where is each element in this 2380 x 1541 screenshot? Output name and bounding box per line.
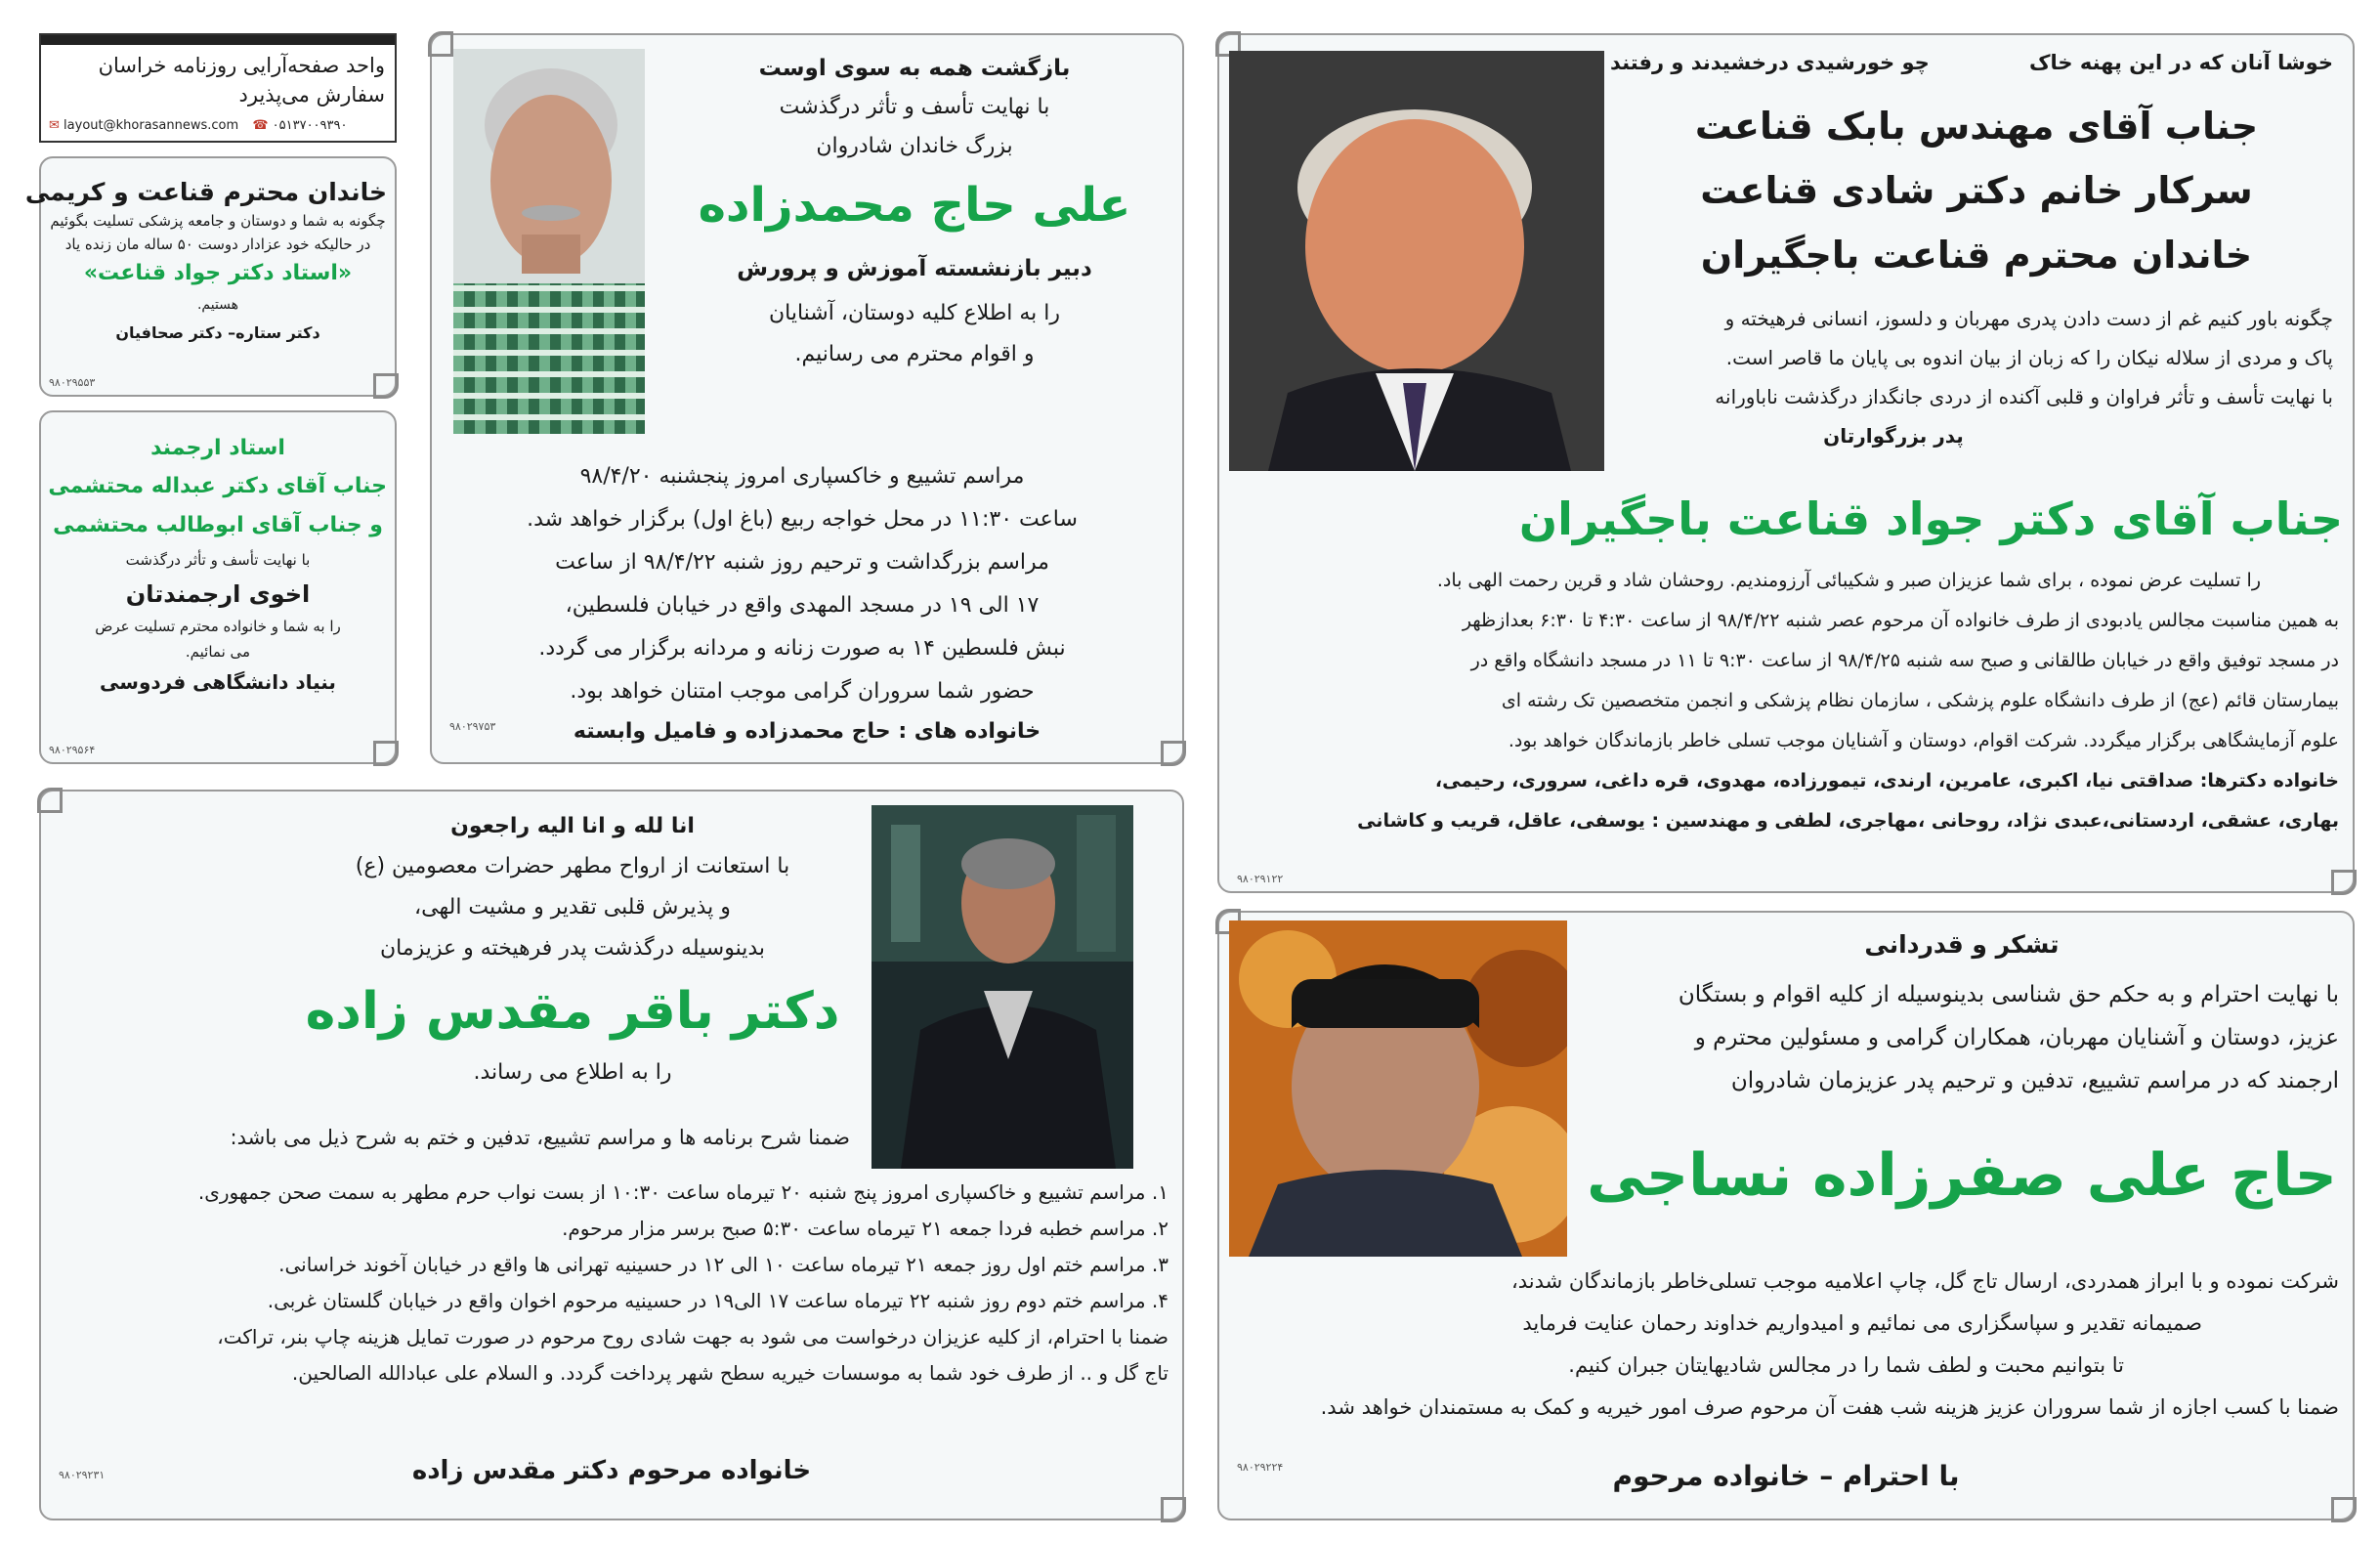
karimi-code: ۹۸۰۲۹۵۵۳	[49, 376, 96, 389]
nassaji-line2: عزیز، دوستان و آشنایان مهربان، همکاران گرامی و مسئولین محترم و	[1694, 1025, 2339, 1050]
nassaji-para3: تا بتوانیم محبت و لطف شما را در مجالس شادیهایتان جبران کنیم.	[1568, 1353, 2124, 1377]
ghanaat-text7: بهاری، عشقی، اردستانی،عبدی نژاد، روحانی ،مهاجری، لطفی و مهندسین : یوسفی، عاقل، قریب و کاشانی	[1357, 810, 2339, 832]
ghanaat-code: ۹۸۰۲۹۱۲۲	[1237, 873, 1284, 885]
mohtashami-sign: بنیاد دانشگاهی فردوسی	[100, 670, 336, 694]
moghaddas-code: ۹۸۰۲۹۲۳۱	[59, 1469, 106, 1481]
ad-unit-phone[interactable]: ۰۵۱۳۷۰۰۹۳۹۰	[272, 118, 348, 133]
ad-unit-line2: سفارش می‌پذیرد	[238, 83, 385, 107]
moghaddas-name: دکتر باقر مقدس زاده	[305, 982, 840, 1041]
mohammadzadeh-line4: و اقوام محترم می رسانیم.	[794, 342, 1035, 366]
karimi-sign: دکتر ستاره– دکتر صحافیان	[115, 323, 320, 342]
moghaddas-line2: و پذیرش قلبی تقدیر و مشیت الهی،	[414, 895, 731, 920]
moghaddas-line3: بدینوسیله درگذشت پدر فرهیخته و عزیزمان	[379, 936, 765, 961]
ghanaat-text6: خانواده دکترها: صداقتی نیا، اکبری، عامرین، ارندی، تیمورزاده، مهدوی، قره داغی، سروری، رحیمی،	[1434, 770, 2339, 792]
ghanaat-para1: چگونه باور کنیم غم از دست دادن پدری مهربان و دلسوز، انسانی فرهیخته و	[1724, 307, 2333, 330]
ghanaat-heading2: سرکار خانم دکتر شادی قناعت	[1700, 169, 2253, 212]
ghanaat-text1: را تسلیت عرض نموده ، برای شما عزیزان صبر و شکیبائی آرزومندیم. روحشان شاد و قرین رحمت الهی باد.	[1436, 570, 2261, 591]
mohammadzadeh-line10: حضور شما سروران گرامی موجب امتنان خواهد بود.	[570, 679, 1035, 704]
karimi-title: خاندان محترم قناعت و کریمی	[24, 178, 387, 206]
ghanaat-para4: پدر بزرگوارتان	[1823, 424, 1964, 448]
mohtashami-code: ۹۸۰۲۹۵۶۴	[49, 744, 96, 756]
notice-karimi	[24, 156, 397, 397]
ghanaat-text2: به همین مناسبت مجالس یادبودی از طرف خانواده آن مرحوم عصر شنبه ۹۸/۴/۲۲ از ساعت ۴:۳۰ تا ۶:۳۰ بعدازظهر	[1462, 610, 2339, 631]
ad-unit-line1: واحد صفحه‌آرایی روزنامه خراسان	[98, 54, 385, 77]
moghaddas-item3: ۳. مراسم ختم اول روز جمعه ۲۱ تیرماه ساعت ۱۰ الی ۱۲ در حسینیه تهرانی ها واقع در خیابان آخوند خراسانی.	[278, 1253, 1169, 1276]
nassaji-para1: شرکت نموده و با ابراز همدردی، ارسال تاج گل، چاپ اعلامیه موجب تسلی‌خاطر بازماندگان شدند،	[1510, 1269, 2339, 1293]
ghanaat-para2: پاک و مردی از سلاله نیکان را که زبان از بیان اندوه بی پایان ما قاصر است.	[1725, 346, 2333, 369]
mohammadzadeh-sign: خانواده های : حاج محمدزاده و فامیل وابسته	[573, 719, 1041, 744]
moghaddas-line4: را به اطلاع می رساند.	[473, 1060, 672, 1085]
ghanaat-text4: بیمارستان قائم (عج) از طرف دانشگاه علوم پزشکی ، سازمان نظام پزشکی و انجمن متخصصین تک رشته ای	[1501, 690, 2339, 711]
notice-nassaji	[1217, 911, 2355, 1520]
ghanaat-text3: در مسجد توفیق واقع در خیابان طالقانی و صبح سه شنبه ۹۸/۴/۲۵ از ساعت ۹:۳۰ تا ۱۱ در مسجد دانشگاه واقع در	[1470, 650, 2339, 671]
mohtashami-title3: و جناب آقای ابوطالب محتشمی	[53, 513, 383, 537]
ad-unit-box	[39, 33, 397, 143]
mohammadzadeh-line6: ساعت ۱۱:۳۰ در محل خواجه ربیع (باغ اول) برگزار خواهد شد.	[527, 507, 1078, 532]
phone-icon: ☎	[252, 118, 269, 133]
ghanaat-heading3: خاندان محترم قناعت باجگیران	[1700, 234, 2253, 277]
mohammadzadeh-line1: با نهایت تأسف و تأثر درگذشت	[779, 95, 1050, 119]
moghaddas-item6: تاج گل و .. از طرف خود شما به موسسات خیریه سطح شهر پرداخت گردد. و السلام علی عبادالله الصالحین.	[291, 1361, 1169, 1385]
nassaji-code: ۹۸۰۲۹۲۲۴	[1237, 1461, 1284, 1474]
mohtashami-title1: استاد ارجمند	[150, 436, 285, 460]
notice-moghaddas	[39, 790, 1184, 1520]
ghanaat-poem-a: خوشا آنان که در این پهنه خاک	[2029, 51, 2333, 74]
ghanaat-heading1: جناب آقای مهندس بابک قناعت	[1694, 105, 2259, 148]
ad-unit-email[interactable]: layout@khorasannews.com	[64, 118, 239, 133]
mohammadzadeh-title: بازگشت همه به سوی اوست	[758, 56, 1071, 81]
mohammadzadeh-line2: بزرگ خاندان شادروان	[816, 134, 1013, 158]
deceased-photo-moghaddas	[871, 805, 1133, 1169]
mohammadzadeh-role: دبیر بازنشسته آموزش و پرورش	[737, 256, 1092, 281]
mohtashami-title2: جناب آقای دکتر عبداله محتشمی	[48, 474, 387, 498]
moghaddas-sign: خانواده مرحوم دکتر مقدس زاده	[411, 1456, 812, 1485]
ghanaat-para3: با نهایت تأسف و تأثر فراوان و قلبی آکنده از دردی جانگداز درگذشت ناباورانه	[1715, 385, 2333, 408]
notice-mohtashami	[39, 410, 397, 764]
mohtashami-line2: را به شما و خانواده محترم تسلیت عرض	[95, 618, 341, 635]
notice-mohammadzadeh	[430, 33, 1184, 764]
karimi-line3: هستیم.	[196, 297, 239, 313]
mohtashami-line3: می نمائیم.	[185, 643, 251, 661]
notice-ghanaat	[1217, 33, 2355, 893]
karimi-name: «استاد دکتر جواد قناعت»	[83, 261, 353, 285]
ad-unit-topbar	[41, 35, 395, 45]
mohammadzadeh-line7: مراسم بزرگداشت و ترحیم روز شنبه ۹۸/۴/۲۲ از ساعت	[555, 550, 1049, 575]
nassaji-title: تشکر و قدردانی	[1864, 930, 2060, 959]
nassaji-para4: ضمنا با کسب اجازه از شما سروران عزیز هزینه شب هفت آن مرحوم صرف امور خیریه و کمک به مستمندان خواهد شد.	[1320, 1395, 2339, 1419]
mohammadzadeh-code: ۹۸۰۲۹۷۵۳	[449, 720, 496, 733]
mohtashami-line1: با نهایت تأسف و تأثر درگذشت	[125, 551, 311, 569]
deceased-photo-ghanaat	[1229, 51, 1604, 471]
moghaddas-item2: ۲. مراسم خطبه فردا جمعه ۲۱ تیرماه ساعت ۵:۳۰ صبح برسر مزار مرحوم.	[562, 1217, 1169, 1240]
nassaji-sign: با احترام – خانواده مرحوم	[1612, 1460, 1960, 1492]
mohammadzadeh-name: علی حاج محمدزاده	[698, 178, 1131, 233]
ghanaat-name: جناب آقای دکتر جواد قناعت باجگیران	[1518, 492, 2343, 545]
deceased-photo-mohammadzadeh	[453, 49, 645, 434]
mohammadzadeh-line3: را به اطلاع کلیه دوستان، آشنایان	[768, 301, 1060, 325]
nassaji-name: حاج علی صفرزاده نساجی	[1587, 1141, 2337, 1210]
nassaji-line1: با نهایت احترام و به حکم حق شناسی بدینوسیله از کلیه اقوام و بستگان	[1678, 982, 2339, 1007]
moghaddas-line1: با استعانت از ارواح مطهر حضرات معصومین (ع)	[355, 854, 790, 878]
mohammadzadeh-line5: مراسم تشییع و خاکسپاری امروز پنجشنبه ۹۸/۴/۲۰	[579, 464, 1025, 489]
moghaddas-line5: ضمنا شرح برنامه ها و مراسم تشییع، تدفین و ختم به شرح ذیل می باشد:	[230, 1126, 850, 1149]
ghanaat-text5: علوم آزمایشگاهی برگزار میگردد. شرکت اقوام، دوستان و آشنایان موجب تسلی خاطر بازماندگان خواهد بود.	[1508, 730, 2339, 751]
karimi-line2: در حالیکه خود عزادار دوست ۵۰ ساله مان زنده یاد	[64, 235, 371, 253]
nassaji-line3: ارجمند که در مراسم تشییع، تدفین و ترحیم پدر عزیزمان شادروان	[1730, 1068, 2339, 1093]
nassaji-para2: صمیمانه تقدیر و سپاسگزاری می نمائیم و امیدواریم خداوند رحمان عنایت فرماید	[1522, 1311, 2202, 1335]
karimi-line1: چگونه به شما و دوستان و جامعه پزشکی تسلیت بگوئیم	[50, 212, 386, 230]
mohtashami-name: اخوی ارجمندتان	[125, 580, 311, 608]
moghaddas-title: انا لله و انا الیه راجعون	[450, 814, 695, 838]
email-icon: ✉	[49, 118, 60, 133]
deceased-photo-nassaji	[1229, 920, 1567, 1257]
mohammadzadeh-line9: نبش فلسطین ۱۴ به صورت زنانه و مردانه برگزار می گردد.	[538, 636, 1066, 661]
moghaddas-item4: ۴. مراسم ختم دوم روز شنبه ۲۲ تیرماه ساعت ۱۷ الی۱۹ در حسینیه مرحوم اخوان واقع در خیابان گلستان غربی.	[267, 1289, 1169, 1312]
mohammadzadeh-line8: ۱۷ الی ۱۹ در مسجد المهدی واقع در خیابان فلسطین،	[565, 593, 1040, 618]
ghanaat-poem-b: چو خورشیدی درخشیدند و رفتند	[1610, 51, 1930, 74]
moghaddas-item5: ضمنا با احترام، از کلیه عزیزان درخواست می شود به جهت شادی روح مرحوم در صورت تمایل هزینه چاپ بنر، تراکت،	[217, 1325, 1169, 1348]
moghaddas-item1: ۱. مراسم تشییع و خاکسپاری امروز پنج شنبه ۲۰ تیرماه ساعت ۱۰:۳۰ از بست نواب حرم مطهر به سمت صحن جمهوری.	[197, 1180, 1169, 1204]
